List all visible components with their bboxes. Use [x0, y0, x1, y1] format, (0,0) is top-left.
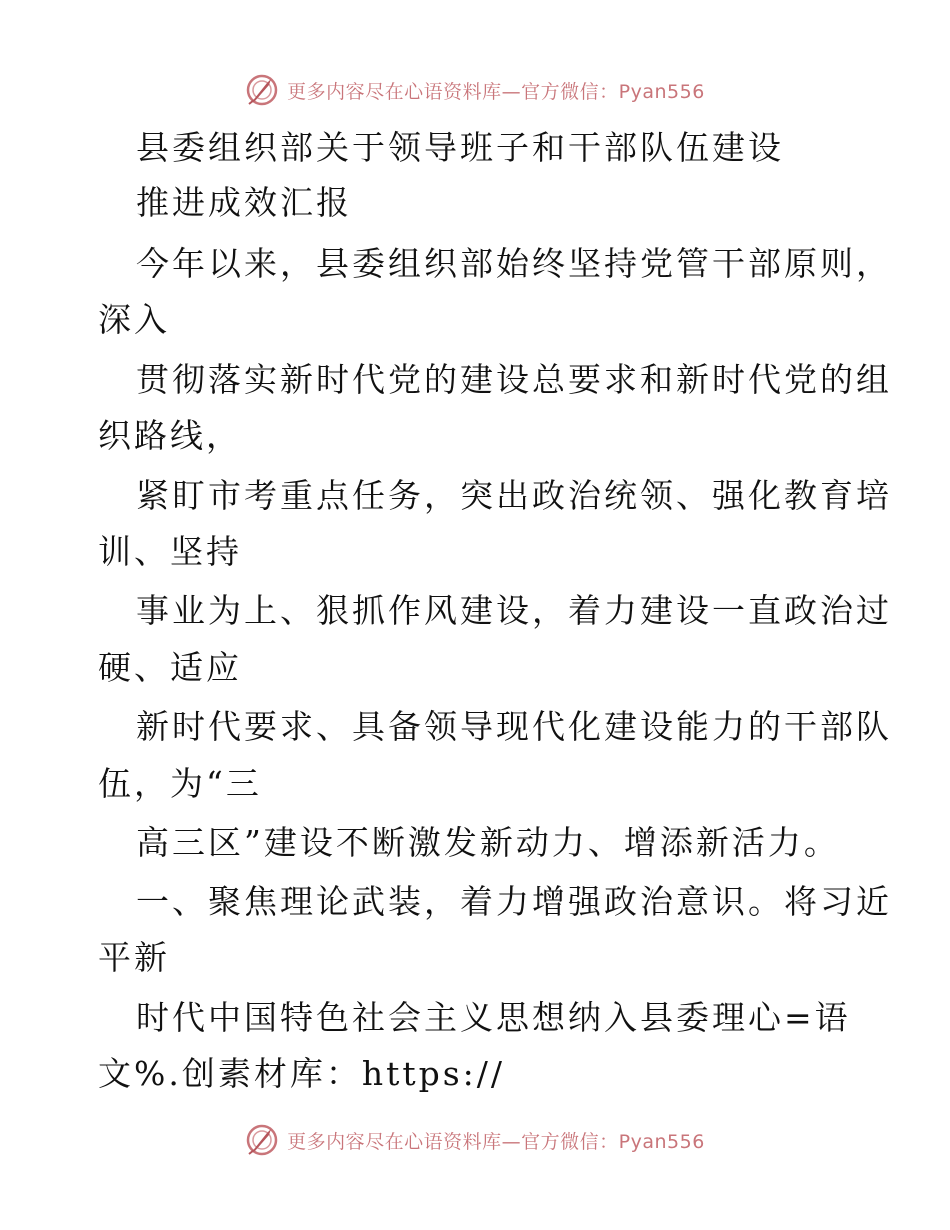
quill-pen-logo-icon	[245, 73, 279, 107]
doc-line: 文%.创素材库：https://	[98, 1054, 506, 1093]
quill-pen-logo-icon	[245, 1123, 279, 1157]
top-watermark-banner	[0, 70, 950, 110]
doc-line: 贯彻落实新时代党的建设总要求和新时代党的组	[136, 360, 892, 399]
doc-line: 高三区”建设不断激发新动力、增添新活力。	[136, 823, 840, 862]
doc-line: 训、坚持	[98, 532, 242, 571]
doc-line: 事业为上、狠抓作风建设，着力建设一直政治过	[136, 591, 892, 630]
watermark-text: 更多内容尽在心语资料库—官方微信：Pyan556	[287, 80, 705, 103]
doc-line: 伍，为“三	[98, 764, 262, 803]
doc-line: 时代中国特色社会主义思想纳入县委理心=语	[136, 998, 851, 1037]
doc-line: 织路线，	[98, 416, 242, 455]
watermark-text: 更多内容尽在心语资料库—官方微信：Pyan556	[287, 1130, 705, 1153]
doc-title-line-1: 县委组织部关于领导班子和干部队伍建设	[136, 128, 784, 167]
doc-line: 新时代要求、具备领导现代化建设能力的干部队	[136, 707, 892, 746]
doc-line: 深入	[98, 300, 170, 339]
doc-title-line-2: 推进成效汇报	[136, 183, 352, 222]
doc-line: 今年以来，县委组织部始终坚持党管干部原则，	[136, 244, 892, 283]
doc-line: 平新	[98, 938, 170, 977]
section-heading-line: 一、聚焦理论武装，着力增强政治意识。将习近	[136, 882, 892, 921]
doc-line: 硬、适应	[98, 648, 242, 687]
bottom-watermark-banner	[0, 1120, 950, 1160]
doc-line: 紧盯市考重点任务，突出政治统领、强化教育培	[136, 476, 892, 515]
